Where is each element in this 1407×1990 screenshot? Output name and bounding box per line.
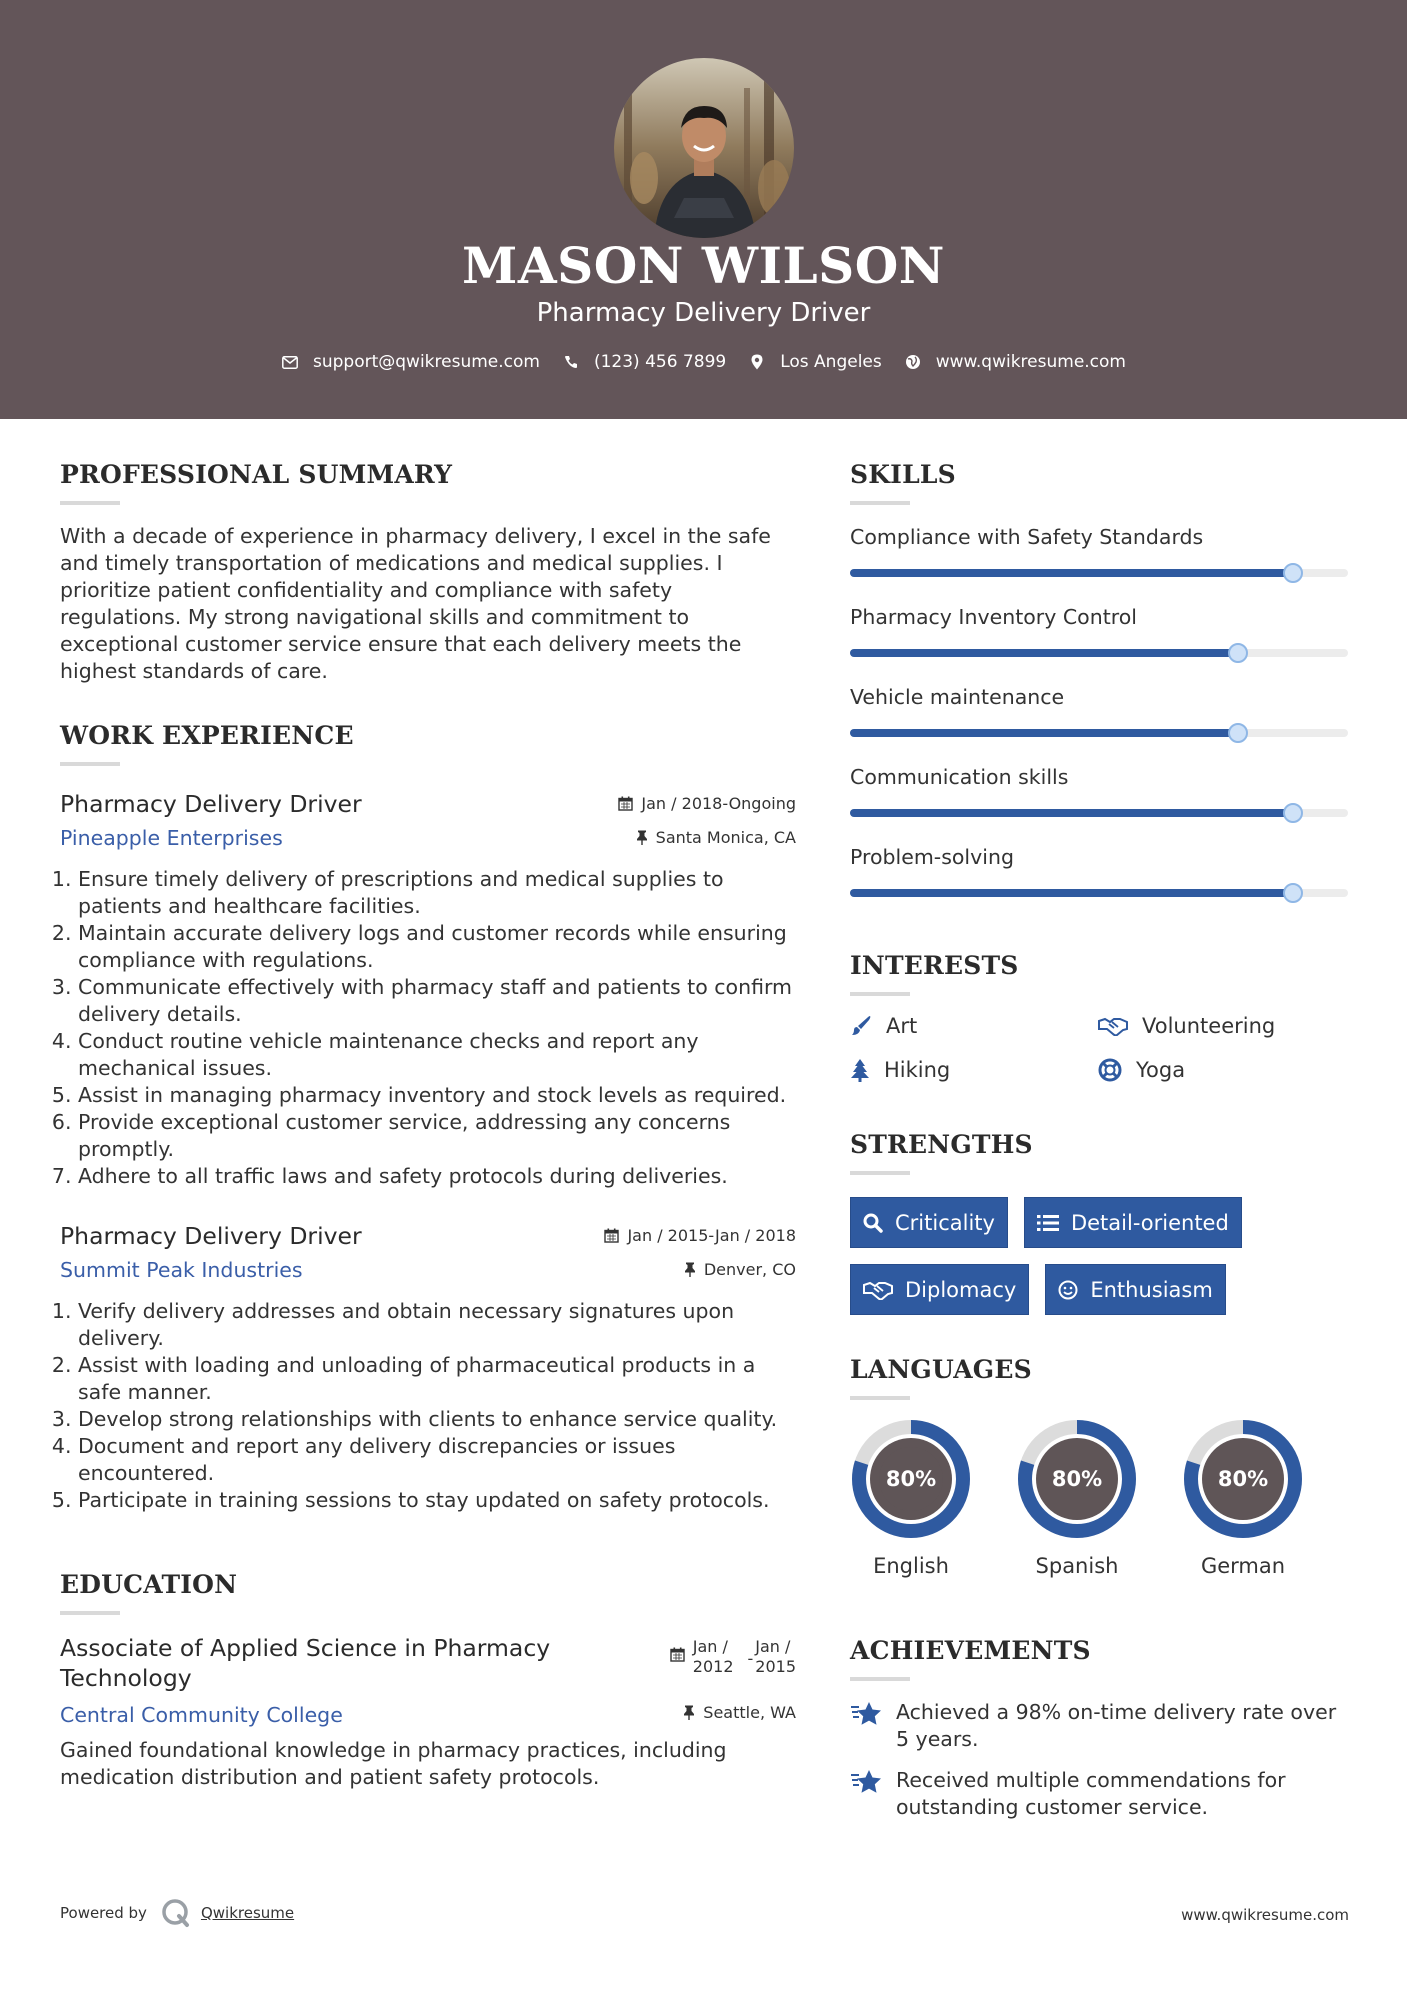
list-item: 3. Communicate effectively with pharmacy staff and patients to confirm delivery details. [78,974,796,1028]
job-title: Pharmacy Delivery Driver [60,1222,362,1250]
interests-section [850,951,1350,1082]
languages-section [850,1355,1350,1578]
section-divider [850,1677,910,1681]
section-divider [850,501,910,505]
language-ring [1182,1418,1304,1540]
lifering-icon [1098,1058,1122,1082]
list-item: 1. Ensure timely delivery of prescriptions and medical supplies to patients and healthcare facilities. [78,866,796,920]
education-end: Jan / 2015 [755,1637,796,1676]
left-column [60,460,796,1791]
resume-header [0,0,1407,419]
skill-item [850,525,1350,577]
candidate-name: MASON WILSON [462,236,945,295]
pushpin-icon [636,830,648,845]
skill-label: Communication skills [850,765,1069,789]
job-entry [60,1222,796,1514]
education-location [683,1703,796,1722]
skill-bar-knob [1283,803,1303,823]
achievements-list [850,1699,1350,1821]
achievement-item [850,1767,1350,1821]
education-location-text: Seattle, WA [703,1703,796,1722]
degree-title: Associate of Applied Science in Pharmacy Technology [60,1634,551,1692]
summary-section [60,460,796,685]
section-title: ACHIEVEMENTS [850,1636,1091,1665]
strength-label: Enthusiasm [1090,1277,1213,1302]
section-divider [60,762,120,766]
calendar-icon [670,1647,685,1662]
section-divider [850,1396,910,1400]
strength-tag [1024,1197,1242,1248]
envelope-icon [281,353,299,371]
interest-item [850,1014,1098,1038]
list-item: 3. Develop strong relationships with clients to enhance service quality. [78,1406,796,1433]
strength-label: Criticality [895,1210,995,1235]
section-divider [850,1171,910,1175]
skill-bar-fill [850,889,1293,897]
powered-by-label: Powered by [60,1904,147,1922]
section-title: WORK EXPERIENCE [60,721,354,750]
section-title: EDUCATION [60,1570,238,1599]
section-title: LANGUAGES [850,1355,1032,1384]
footer-website[interactable]: www.qwikresume.com [1181,1906,1349,1924]
job-date [618,794,796,813]
list-item: 2. Assist with loading and unloading of pharmaceutical products in a safe manner. [78,1352,796,1406]
skill-bar-fill [850,569,1293,577]
section-title: SKILLS [850,460,956,489]
star-icon [850,1769,884,1795]
job-company: Pineapple Enterprises [60,826,283,850]
language-percent: 80% [885,1467,937,1491]
contact-bar [0,352,1407,372]
interest-label: Yoga [1136,1058,1186,1082]
profile-photo [614,58,794,238]
skill-label: Compliance with Safety Standards [850,525,1204,549]
skill-bar [850,809,1348,817]
list-item: 5. Participate in training sessions to stay updated on safety protocols. [78,1487,796,1514]
skill-bar-fill [850,649,1238,657]
section-divider [850,992,910,996]
skill-bar [850,649,1348,657]
tree-icon [850,1058,870,1082]
strength-tag [850,1264,1029,1315]
handshake-icon [1098,1016,1128,1036]
list-item: 4. Document and report any delivery discrepancies or issues encountered. [78,1433,796,1487]
job-location [684,1260,796,1279]
education-date [670,1637,796,1677]
interest-item [1098,1058,1346,1082]
skill-bar [850,889,1348,897]
skill-label: Problem-solving [850,845,1014,869]
list-item: 2. Maintain accurate delivery logs and customer records while ensuring compliance with regulations. [78,920,796,974]
list-item: 5. Assist in managing pharmacy inventory and stock levels as required. [78,1082,796,1109]
interest-item [1098,1014,1346,1038]
list-item: 6. Provide exceptional customer service, addressing any concerns promptly. [78,1109,796,1163]
skill-bar-knob [1283,883,1303,903]
interest-item [850,1058,1098,1082]
strength-tag [1045,1264,1225,1315]
qwikresume-logo-icon [161,1898,191,1928]
smile-icon [1058,1280,1078,1300]
job-entry [60,790,796,1190]
job-date [604,1226,796,1245]
contact-location: Los Angeles [780,352,882,372]
strength-label: Detail-oriented [1070,1210,1229,1235]
skill-label: Pharmacy Inventory Control [850,605,1137,629]
skills-list [850,525,1350,897]
list-item: 7. Adhere to all traffic laws and safety protocols during deliveries. [78,1163,796,1190]
list-icon [1037,1214,1059,1232]
phone-icon [562,353,580,371]
section-title: PROFESSIONAL SUMMARY [60,460,453,489]
footer-powered-by [60,1898,294,1928]
strength-label: Diplomacy [905,1277,1017,1302]
education-description: Gained foundational knowledge in pharmacy practices, including medication distribution and patient safety protocols. [60,1738,727,1789]
education-section [60,1570,796,1791]
skill-item [850,605,1350,657]
list-item: 4. Conduct routine vehicle maintenance checks and report any mechanical issues. [78,1028,796,1082]
right-column [850,460,1350,1821]
language-item [1182,1418,1348,1578]
search-icon [863,1213,883,1233]
strengths-section [850,1130,1350,1315]
interests-list [850,1014,1350,1082]
skills-section [850,460,1350,897]
calendar-icon [604,1228,619,1243]
skill-bar-fill [850,809,1293,817]
job-date-text: Jan / 2018-Ongoing [641,794,796,813]
date-separator: - [747,1649,754,1668]
skill-item [850,765,1350,817]
school-name: Central Community College [60,1703,343,1727]
interest-label: Hiking [884,1058,951,1082]
languages-list [850,1418,1350,1578]
job-date-text: Jan / 2015-Jan / 2018 [627,1226,796,1245]
education-start: Jan / 2012 [692,1637,734,1676]
contact-email[interactable]: support@qwikresume.com [313,352,540,372]
language-name: German [1200,1554,1286,1578]
language-item [1016,1418,1182,1578]
skill-bar-knob [1283,563,1303,583]
skill-bar [850,729,1348,737]
skill-bar [850,569,1348,577]
contact-website[interactable]: www.qwikresume.com [935,352,1126,372]
skill-bar-fill [850,729,1238,737]
skill-bar-knob [1228,723,1248,743]
paintbrush-icon [850,1015,872,1037]
language-ring [1016,1418,1138,1540]
language-name: English [873,1554,949,1578]
experience-section [60,721,796,1514]
education-entry [60,1633,796,1791]
language-percent: 80% [1051,1467,1103,1491]
language-item [850,1418,1016,1578]
section-title: STRENGTHS [850,1130,1033,1159]
contact-phone: (123) 456 7899 [593,352,727,372]
skill-label: Vehicle maintenance [850,685,1065,709]
calendar-icon [618,796,633,811]
strength-tag [850,1197,1008,1248]
job-location-text: Denver, CO [703,1260,796,1279]
language-ring [850,1418,972,1540]
pushpin-icon [683,1705,695,1720]
job-company: Summit Peak Industries [60,1258,303,1282]
job-location [636,828,796,847]
language-percent: 80% [1217,1467,1269,1491]
language-name: Spanish [1035,1554,1119,1578]
globe-icon [904,353,922,371]
duty-list [60,866,796,1190]
section-title: INTERESTS [850,951,1019,980]
section-divider [60,501,120,505]
interest-label: Art [886,1014,918,1038]
handshake-icon [863,1280,893,1300]
map-marker-icon [748,353,766,371]
strengths-list [850,1197,1350,1315]
section-divider [60,1611,120,1615]
interest-label: Volunteering [1142,1014,1276,1038]
pushpin-icon [684,1262,696,1277]
job-title: Pharmacy Delivery Driver [60,790,362,818]
list-item: 1. Verify delivery addresses and obtain necessary signatures upon delivery. [78,1298,796,1352]
skill-item [850,685,1350,737]
achievement-item [850,1699,1350,1753]
job-location-text: Santa Monica, CA [655,828,796,847]
achievement-text: Received multiple commendations for outstanding customer service. [896,1768,1286,1819]
achievement-text: Achieved a 98% on-time delivery rate over 5 years. [896,1700,1337,1751]
summary-text: With a decade of experience in pharmacy delivery, I excel in the safe and timely transportation of medications and medical supplies. I prioritize patient confidentiality and compliance with safety regulations. My strong navigational skills and commitment to exceptional customer service ensure that each delivery meets the highest standards of care. [60,524,771,683]
skill-bar-knob [1228,643,1248,663]
star-icon [850,1701,884,1727]
skill-item [850,845,1350,897]
duty-list [60,1298,796,1514]
qwikresume-link[interactable]: Qwikresume [200,1904,295,1922]
candidate-role: Pharmacy Delivery Driver [536,298,871,328]
achievements-section [850,1636,1350,1821]
